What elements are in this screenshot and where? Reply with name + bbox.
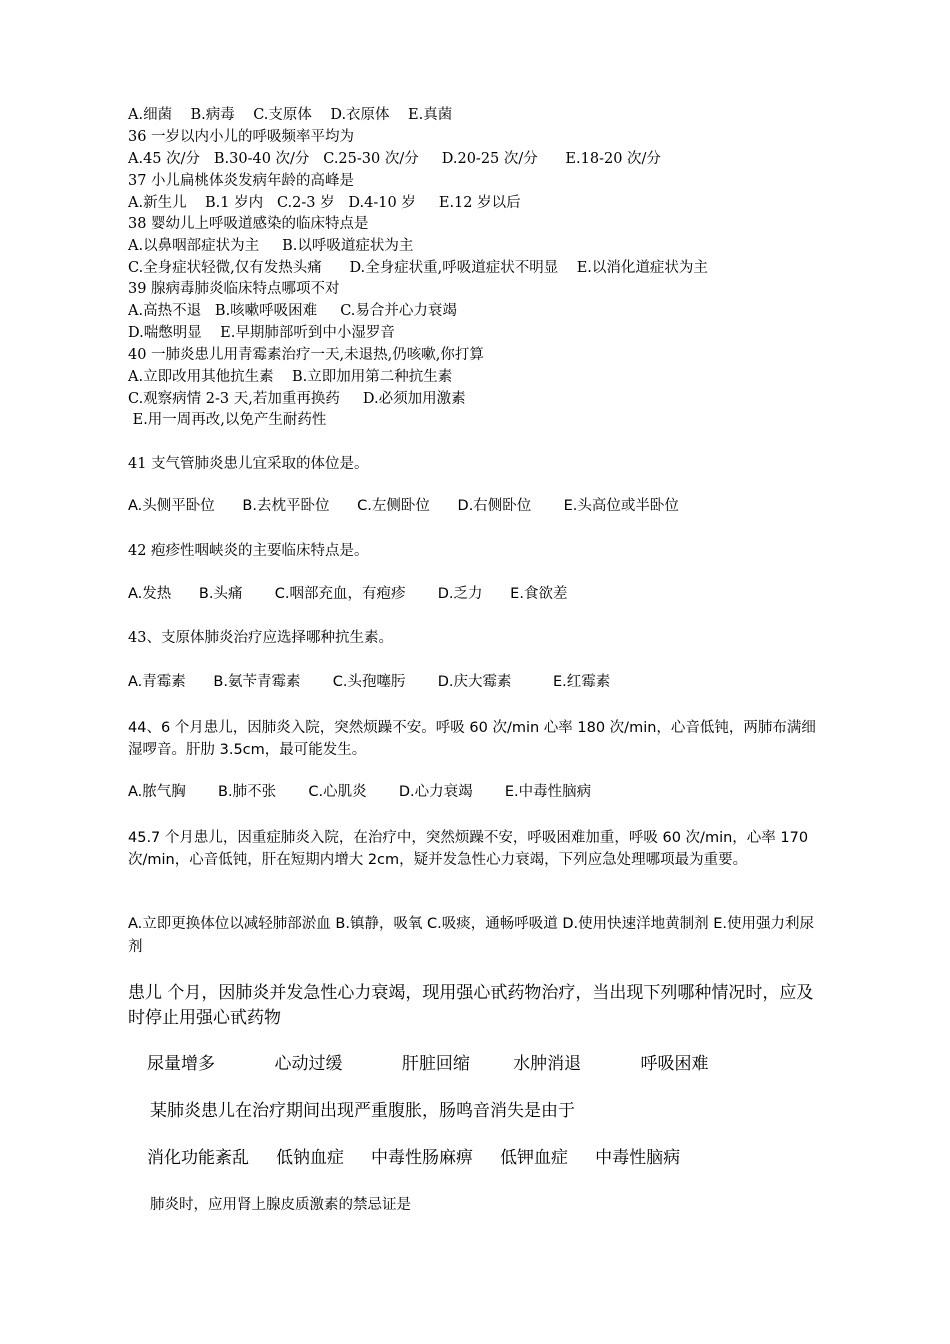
q47-options: 消化功能紊乱 低钠血症 中毒性肠麻痹 低钾血症 中毒性脑病 — [147, 1148, 681, 1168]
q36-question: 36 一岁以内小儿的呼吸频率平均为 — [128, 129, 355, 145]
q39-options-line2: D.喘憋明显 E.早期肺部听到中小湿罗音 — [128, 325, 395, 341]
q39-question: 39 腺病毒肺炎临床特点哪项不对 — [128, 281, 340, 297]
q38-options-line1: A.以鼻咽部症状为主 B.以呼吸道症状为主 — [128, 238, 414, 254]
q37-options: A.新生儿 B.1 岁内 C.2-3 岁 D.4-10 岁 E.12 岁以后 — [128, 195, 521, 211]
q47-question: 某肺炎患儿在治疗期间出现严重腹胀，肠鸣音消失是由于 — [150, 1101, 575, 1121]
q35-options: A.细菌 B.病毒 C.支原体 D.衣原体 E.真菌 — [128, 107, 453, 123]
q46-question: 患儿 个月，因肺炎并发急性心力衰竭，现用强心甙药物治疗，当出现下列哪种情况时，应及时停止用强心甙药物 — [128, 983, 814, 1028]
q40-options-line3: E.用一周再改,以免产生耐药性 — [128, 412, 327, 428]
q41-question: 41 支气管肺炎患儿宜采取的体位是。 — [128, 456, 369, 472]
q36-options: A.45 次/分 B.30-40 次/分 C.25-30 次/分 D.20-25 次/分 E.18-20 次/分 — [128, 151, 661, 167]
q45-options: A.立即更换体位以减轻肺部淤血 B.镇静，吸氧 C.吸痰，通畅呼吸道 D.使用快速洋地黄制剂 E.使用强力利尿剂 — [128, 916, 815, 955]
q42-question: 42 疱疹性咽峡炎的主要临床特点是。 — [128, 543, 369, 559]
q37-question: 37 小儿扁桃体炎发病年龄的高峰是 — [128, 173, 355, 189]
q42-options: A.发热 B.头痛 C.咽部充血，有疱疹 D.乏力 E.食欲差 — [128, 586, 568, 602]
q40-question: 40 一肺炎患儿用青霉素治疗一天,未退热,仍咳嗽,你打算 — [128, 347, 484, 363]
q45-question: 45.7 个月患儿，因重症肺炎入院，在治疗中，突然烦躁不安，呼吸困难加重，呼吸 60 次/min，心率 170 次/min，心音低钝，肝在短期内增大 2cm，疑并发急性心力衰竭，下列应急处理哪项最为重要。 — [128, 830, 809, 868]
q38-options-line2: C.全身症状轻微,仅有发热头痛 D.全身症状重,呼吸道症状不明显 E.以消化道症状为主 — [128, 260, 708, 276]
q46-options: 尿量增多 心动过缓 肝脏回缩 水肿消退 呼吸困难 — [147, 1054, 709, 1074]
q39-options-line1: A.高热不退 B.咳嗽呼吸困难 C.易合并心力衰竭 — [128, 303, 457, 319]
q43-options: A.青霉素 B.氨苄青霉素 C.头孢噻肟 D.庆大霉素 E.红霉素 — [128, 674, 611, 690]
q44-question: 44、6 个月患儿，因肺炎入院，突然烦躁不安。呼吸 60 次/min 心率 180 次/min，心音低钝，两肺布满细湿啰音。肝肋 3.5cm，最可能发生。 — [128, 720, 816, 758]
q41-options: A.头侧平卧位 B.去枕平卧位 C.左侧卧位 D.右侧卧位 E.头高位或半卧位 — [128, 498, 679, 514]
q43-question: 43、支原体肺炎治疗应选择哪种抗生素。 — [128, 630, 393, 646]
q40-options-line1: A.立即改用其他抗生素 B.立即加用第二种抗生素 — [128, 369, 453, 385]
q44-options: A.脓气胸 B.肺不张 C.心肌炎 D.心力衰竭 E.中毒性脑病 — [128, 784, 592, 800]
q40-options-line2: C.观察病情 2-3 天,若加重再换药 D.必须加用激素 — [128, 391, 466, 407]
q48-question: 肺炎时，应用肾上腺皮质激素的禁忌证是 — [150, 1197, 411, 1213]
q38-question: 38 婴幼儿上呼吸道感染的临床特点是 — [128, 216, 369, 232]
